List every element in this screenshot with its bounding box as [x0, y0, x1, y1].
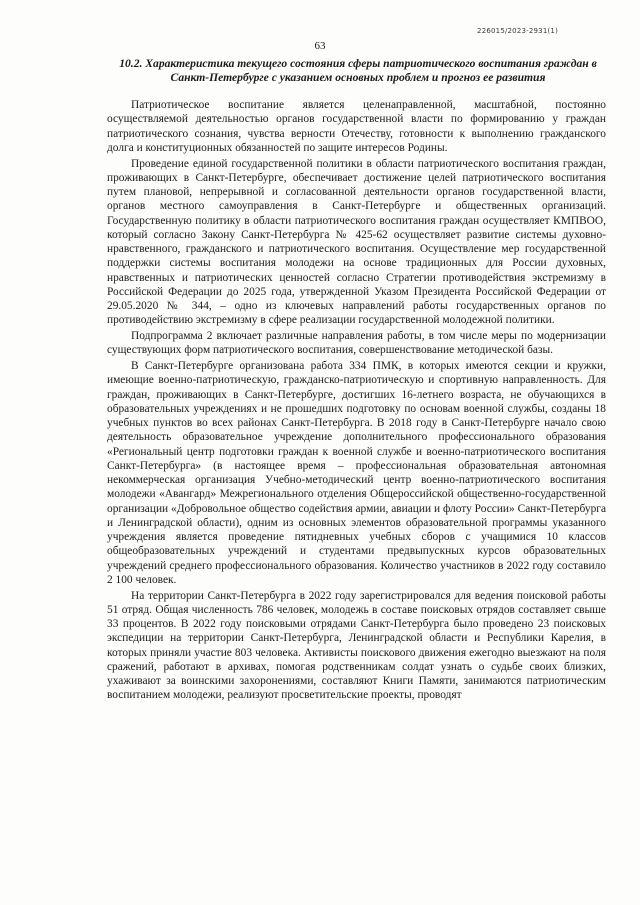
paragraph-state-policy: Проведение единой государственной политики в области патриотического воспитания граждан, проживающих в Санкт-Петербурге, обеспечивает достижение целей патриотического воспитания путем плановой, непрерывной и согласованной деятельности органов государственной власти, органов местного самоуправления в Санкт-Петербурге и общественных организаций. Государственную политику в области патриотического воспитания граждан осуществляет КМПВОО, который согласно Закону Санкт-Петербурга № 425-62 осуществляет развитие системы духовно-нравственного, гражданского и патриотического воспитания. Осуществление мер государственной поддержки системы воспитания молодежи на основе традиционных для России духовных, нравственных и патриотических ценностей согласно Стратегии противодействия экстремизму в Российской Федерации до 2025 года, утвержденной Указом Президента Российской Федерации от 29.05.2020 № 344, – одно из ключевых направлений работы государственных органов по противодействию экстремизму в сфере реализации государственной молодежной политики.	[107, 157, 606, 327]
paragraph-subprogram: Подпрограмма 2 включает различные направления работы, в том числе меры по модернизации существующих форм патриотического воспитания, совершенствование методической базы.	[107, 330, 606, 357]
page-number: 63	[314, 40, 326, 52]
paragraph-search-units: На территории Санкт-Петербурга в 2022 году зарегистрировался для ведения поисковой работы 51 отряд. Общая численность 786 человек, молодежь в составе поисковых отрядов составляет свыше 33 процентов. В 2022 году поисковыми отрядами Санкт-Петербурга было проведено 23 поисковых экспедиции на территории Санкт-Петербурга, Ленинградской области и Республики Карелия, в которых приняли участие 803 человека. Активисты поискового движения ежегодно выезжают на поля сражений, работают в архивах, помогая родственникам солдат узнать о судьбе своих близких, ухаживают за воинскими захоронениями, составляют Книги Памяти, занимаются патриотическим воспитанием молодежи, реализуют просветительские проекты, проводят	[107, 589, 606, 702]
paragraph-military-patriotic-clubs: В Санкт-Петербурге организована работа 334 ПМК, в которых имеются секции и кружки, имеющие военно-патриотическую, гражданско-патриотическую и спортивную направленность. Для граждан, проживающих в Санкт-Петербурге, достигших 16-летнего возраста, не обучающихся в образовательных учреждениях и не прошедших подготовку по основам военной службы, созданы 18 учебных пунктов во всех районах Санкт-Петербурга. В 2018 году в Санкт-Петербурге начало свою деятельность образовательное учреждение дополнительного профессионального образования «Региональный центр подготовки граждан к военной службе и военно-патриотического воспитания Санкт-Петербурга» (в настоящее время – профессиональная образовательная автономная некоммерческая организация Учебно-методический центр военно-патриотического воспитания молодежи «Авангард» Межрегионального отделения Общероссийской общественно-государственной организации «Добровольное общество содействия армии, авиации и флоту России» Санкт-Петербурга и Ленинградской области), одним из основных элементов образовательной программы указанного учреждения является проведение пятидневных учебных сборов с учащимися 10 классов общеобразовательных учреждений и студентами предвыпускных курсов образовательных учреждений среднего профессионального образования. Количество участников в 2022 году составило 2 100 человек.	[107, 360, 606, 586]
document-id: 226015/2023-2931(1)	[477, 27, 558, 35]
paragraph-purpose: Патриотическое воспитание является целенаправленной, масштабной, постоянно осуществляемой деятельностью органов государственной власти по формированию у граждан патриотического сознания, чувства верности Отечеству, готовности к выполнению гражданского долга и конституционных обязанностей по защите интересов Родины.	[107, 99, 606, 154]
document-body	[107, 98, 606, 704]
section-heading: 10.2. Характеристика текущего состояния сферы патриотического воспитания граждан в Санкт-Петербурге с указанием основных проблем и прогноз ее развития	[119, 57, 597, 84]
